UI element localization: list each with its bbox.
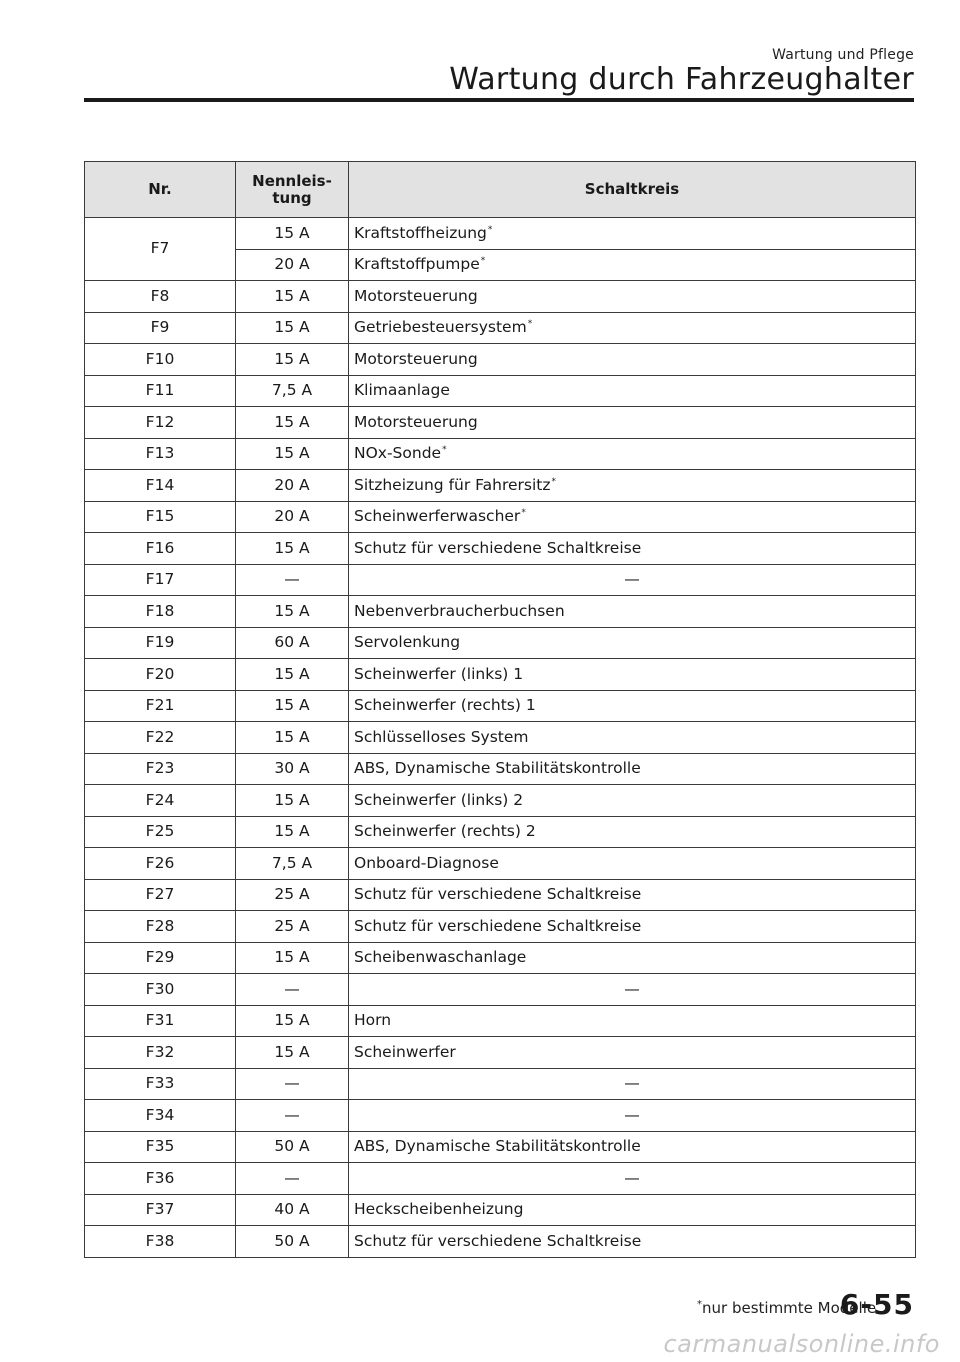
circuit-label: — (624, 979, 640, 998)
fuse-rating: 15 A (236, 438, 349, 470)
fuse-number: F13 (85, 438, 236, 470)
fuse-number: F14 (85, 470, 236, 502)
fuse-rating: 40 A (236, 1194, 349, 1226)
chapter-title: Wartung durch Fahrzeughalter (449, 62, 914, 97)
fuse-number: F36 (85, 1163, 236, 1195)
circuit-label: Schlüsselloses System (354, 727, 529, 746)
circuit-label: Nebenverbraucherbuchsen (354, 601, 565, 620)
circuit-label: Scheinwerfer (rechts) 1 (354, 696, 536, 715)
table-row (85, 1226, 916, 1258)
fuse-number: F31 (85, 1005, 236, 1037)
fuse-number: F34 (85, 1100, 236, 1132)
fuse-rating: 15 A (236, 533, 349, 565)
fuse-rating: 25 A (236, 911, 349, 943)
circuit-label: Kraftstoffpumpe (354, 255, 480, 274)
fuse-number: F10 (85, 344, 236, 376)
circuit-label: Schutz für verschiedene Schaltkreise (354, 1231, 642, 1250)
table-row (85, 596, 916, 628)
fuse-rating: — (236, 564, 349, 596)
footnote-marker: * (480, 256, 486, 267)
fuse-circuit (349, 501, 916, 533)
circuit-label: Scheinwerferwascher (354, 507, 521, 526)
table-row (85, 407, 916, 439)
circuit-label: Scheibenwaschanlage (354, 948, 527, 967)
table-row (85, 501, 916, 533)
fuse-number: F11 (85, 375, 236, 407)
watermark: carmanualsonline.info (663, 1330, 940, 1358)
fuse-circuit (349, 281, 916, 313)
fuse-rating: — (236, 974, 349, 1006)
fuse-number: F37 (85, 1194, 236, 1226)
fuse-rating: — (236, 1163, 349, 1195)
fuse-circuit (349, 438, 916, 470)
fuse-rating: 15 A (236, 690, 349, 722)
fuse-circuit (349, 1194, 916, 1226)
fuse-rating: 20 A (236, 470, 349, 502)
circuit-label: Onboard-Diagnose (354, 853, 499, 872)
fuse-rating: — (236, 1068, 349, 1100)
fuse-circuit (349, 785, 916, 817)
circuit-label: — (624, 1168, 640, 1187)
table-row (85, 942, 916, 974)
fuse-circuit (349, 848, 916, 880)
fuse-circuit (349, 1226, 916, 1258)
fuse-number: F27 (85, 879, 236, 911)
header-rule (84, 98, 914, 102)
table-row (85, 1100, 916, 1132)
fuse-rating: 15 A (236, 281, 349, 313)
table-row (85, 438, 916, 470)
table-row (85, 848, 916, 880)
fuse-number: F38 (85, 1226, 236, 1258)
table-row (85, 911, 916, 943)
table-row (85, 533, 916, 565)
fuse-rating: 15 A (236, 785, 349, 817)
fuse-rating: 7,5 A (236, 375, 349, 407)
circuit-label: Scheinwerfer (354, 1042, 456, 1061)
table-row (85, 1131, 916, 1163)
footnote-marker: * (521, 508, 526, 519)
fuse-circuit (349, 1068, 916, 1100)
footnote-marker: * (442, 445, 447, 456)
fuse-rating: 15 A (236, 659, 349, 691)
circuit-label: — (624, 570, 640, 589)
fuse-circuit (349, 1005, 916, 1037)
circuit-label: Motorsteuerung (354, 349, 478, 368)
fuse-number: F35 (85, 1131, 236, 1163)
table-row (85, 1163, 916, 1195)
fuse-number: F22 (85, 722, 236, 754)
fuse-circuit (349, 1100, 916, 1132)
fuse-rating: 15 A (236, 816, 349, 848)
fuse-rating: 15 A (236, 1037, 349, 1069)
circuit-label: Kraftstoffheizung (354, 223, 487, 242)
fuse-rating: 15 A (236, 218, 349, 250)
fuse-circuit (349, 407, 916, 439)
circuit-label: Scheinwerfer (links) 2 (354, 790, 524, 809)
fuse-circuit (349, 596, 916, 628)
circuit-label: Heckscheibenheizung (354, 1200, 524, 1219)
fuse-number: F18 (85, 596, 236, 628)
table-row (85, 564, 916, 596)
table-row (85, 1005, 916, 1037)
fuse-number: F26 (85, 848, 236, 880)
fuse-circuit (349, 218, 916, 250)
fuse-number: F30 (85, 974, 236, 1006)
table-row (85, 1194, 916, 1226)
fuse-number: F21 (85, 690, 236, 722)
fuse-rating: 20 A (236, 501, 349, 533)
footnote-marker: * (527, 319, 533, 330)
fuse-rating: 15 A (236, 722, 349, 754)
table-row (85, 753, 916, 785)
fuse-rating: 15 A (236, 344, 349, 376)
fuse-number: F15 (85, 501, 236, 533)
fuse-number: F19 (85, 627, 236, 659)
fuse-number: F7 (85, 218, 236, 281)
fuse-rating: 7,5 A (236, 848, 349, 880)
circuit-label: — (624, 1074, 640, 1093)
fuse-rating: 15 A (236, 942, 349, 974)
table-row (85, 690, 916, 722)
header-circuit: Schaltkreis (349, 162, 916, 218)
fuse-rating: — (236, 1100, 349, 1132)
fuse-circuit (349, 879, 916, 911)
circuit-label: Sitzheizung für Fahrersitz (354, 475, 551, 494)
fuse-circuit (349, 722, 916, 754)
fuse-number: F17 (85, 564, 236, 596)
fuse-number: F29 (85, 942, 236, 974)
table-row (85, 659, 916, 691)
header-rating: Nennleis- tung (236, 162, 349, 218)
fuse-circuit (349, 1131, 916, 1163)
table-row (85, 1068, 916, 1100)
fuse-circuit (349, 312, 916, 344)
header-nr: Nr. (85, 162, 236, 218)
fuse-table-body (85, 218, 916, 1258)
fuse-circuit (349, 564, 916, 596)
table-row (85, 312, 916, 344)
table-row (85, 627, 916, 659)
fuse-rating: 25 A (236, 879, 349, 911)
fuse-rating: 15 A (236, 407, 349, 439)
page-number: 6-55 (839, 1288, 914, 1321)
table-row (85, 218, 916, 250)
fuse-number: F20 (85, 659, 236, 691)
table-row (85, 816, 916, 848)
table-row (85, 722, 916, 754)
fuse-circuit (349, 659, 916, 691)
circuit-label: Schutz für verschiedene Schaltkreise (354, 916, 642, 935)
fuse-number: F12 (85, 407, 236, 439)
fuse-number: F25 (85, 816, 236, 848)
fuse-number: F33 (85, 1068, 236, 1100)
circuit-label: Klimaanlage (354, 381, 450, 400)
table-row (85, 785, 916, 817)
table-header-row (85, 162, 916, 218)
fuse-rating: 30 A (236, 753, 349, 785)
fuse-number: F9 (85, 312, 236, 344)
table-row (85, 974, 916, 1006)
table-row (85, 879, 916, 911)
fuse-circuit (349, 627, 916, 659)
fuse-rating: 15 A (236, 596, 349, 628)
circuit-label: Schutz für verschiedene Schaltkreise (354, 538, 642, 557)
circuit-label: Horn (354, 1011, 392, 1030)
circuit-label: — (624, 1105, 640, 1124)
table-row (85, 281, 916, 313)
fuse-circuit (349, 974, 916, 1006)
table-row (85, 375, 916, 407)
circuit-label: Getriebesteuersystem (354, 318, 527, 337)
circuit-label: Motorsteuerung (354, 412, 478, 431)
fuse-circuit (349, 375, 916, 407)
fuse-rating: 60 A (236, 627, 349, 659)
circuit-label: Schutz für verschiedene Schaltkreise (354, 885, 642, 904)
circuit-label: Scheinwerfer (rechts) 2 (354, 822, 536, 841)
fuse-number: F16 (85, 533, 236, 565)
table-row (85, 344, 916, 376)
circuit-label: ABS, Dynamische Stabilitätskontrolle (354, 759, 641, 778)
fuse-number: F28 (85, 911, 236, 943)
circuit-label: Scheinwerfer (links) 1 (354, 664, 524, 683)
fuse-circuit (349, 344, 916, 376)
fuse-number: F32 (85, 1037, 236, 1069)
fuse-circuit (349, 1037, 916, 1069)
fuse-circuit (349, 816, 916, 848)
fuse-circuit (349, 690, 916, 722)
fuse-rating: 50 A (236, 1226, 349, 1258)
circuit-label: NOx-Sonde (354, 444, 442, 463)
table-row (85, 1037, 916, 1069)
fuse-rating: 50 A (236, 1131, 349, 1163)
fuse-circuit (349, 911, 916, 943)
fuse-rating: 15 A (236, 312, 349, 344)
fuse-circuit (349, 533, 916, 565)
circuit-label: ABS, Dynamische Stabilitätskontrolle (354, 1137, 641, 1156)
fuse-circuit (349, 753, 916, 785)
fuse-table (84, 161, 916, 1258)
footnote-marker: * (487, 224, 493, 235)
fuse-circuit (349, 249, 916, 281)
footnote-text: nur bestimmte Modelle (702, 1299, 877, 1317)
fuse-rating: 20 A (236, 249, 349, 281)
fuse-circuit (349, 942, 916, 974)
fuse-number: F23 (85, 753, 236, 785)
footnote-mark: * (697, 1299, 702, 1310)
table-row (85, 470, 916, 502)
section-label: Wartung und Pflege (772, 47, 914, 63)
footnote-marker: * (551, 476, 557, 487)
circuit-label: Servolenkung (354, 633, 461, 652)
fuse-number: F8 (85, 281, 236, 313)
circuit-label: Motorsteuerung (354, 286, 478, 305)
fuse-circuit (349, 470, 916, 502)
fuse-number: F24 (85, 785, 236, 817)
fuse-circuit (349, 1163, 916, 1195)
fuse-rating: 15 A (236, 1005, 349, 1037)
